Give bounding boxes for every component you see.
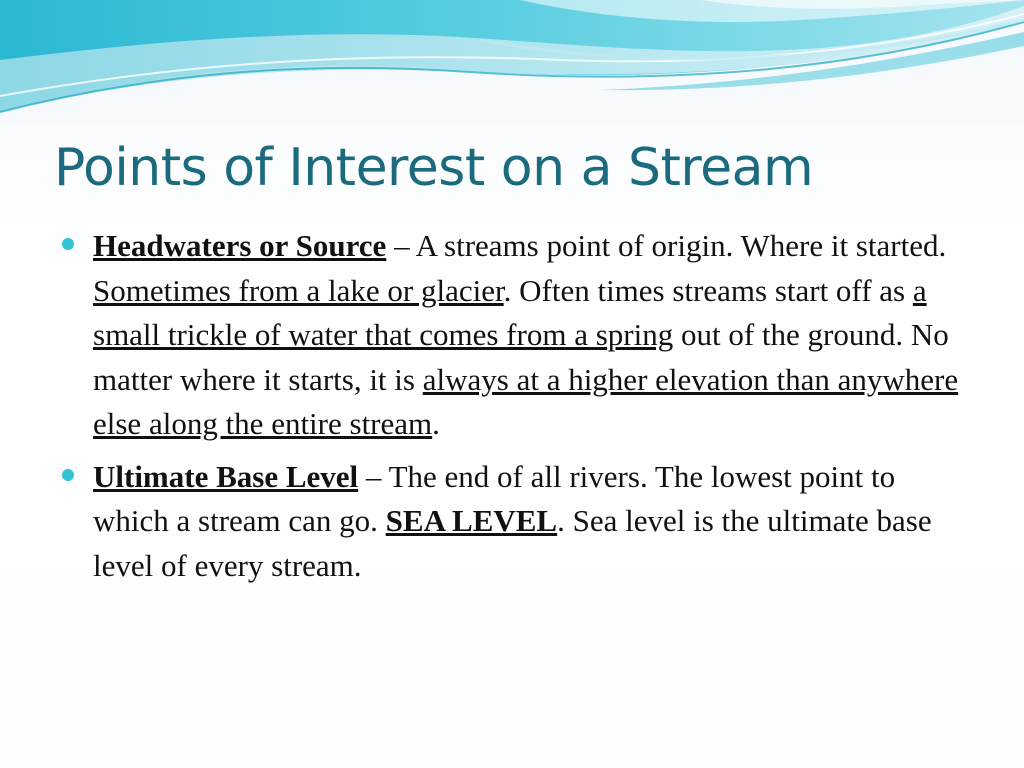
underlined-phrase: Sometimes from a lake or glacier	[93, 272, 504, 308]
text-segment: – A streams point of origin. Where it started.	[386, 228, 947, 263]
text-segment: out of the ground. No matter where it starts, it is	[93, 317, 949, 397]
term-headwaters: Headwaters or Source	[93, 228, 387, 263]
bullet-list	[62, 224, 974, 596]
underlined-phrase: always at a higher elevation than anywhere else along the entire stream	[93, 361, 959, 441]
slide-title: Points of Interest on a Stream	[54, 138, 814, 198]
text-segment: . Often times streams start off as	[503, 272, 913, 308]
text-segment: – The end of all rivers. The lowest point to which a stream can go.	[93, 458, 896, 538]
underlined-phrase: a small trickle of water that comes from a spring	[93, 272, 927, 352]
bullet-dot-icon	[62, 238, 74, 250]
term-ultimate-base-level: Ultimate Base Level	[93, 458, 359, 494]
bullet-ultimate-base-level	[62, 455, 974, 589]
bullet-headwaters	[62, 224, 974, 447]
bullet-dot-icon	[62, 469, 74, 481]
text-segment: . Sea level is the ultimate base level of every stream.	[93, 503, 932, 583]
wave-header-decoration	[0, 0, 1024, 125]
text-segment: .	[432, 406, 440, 441]
emphasis-sea-level: SEA LEVEL	[385, 503, 558, 538]
